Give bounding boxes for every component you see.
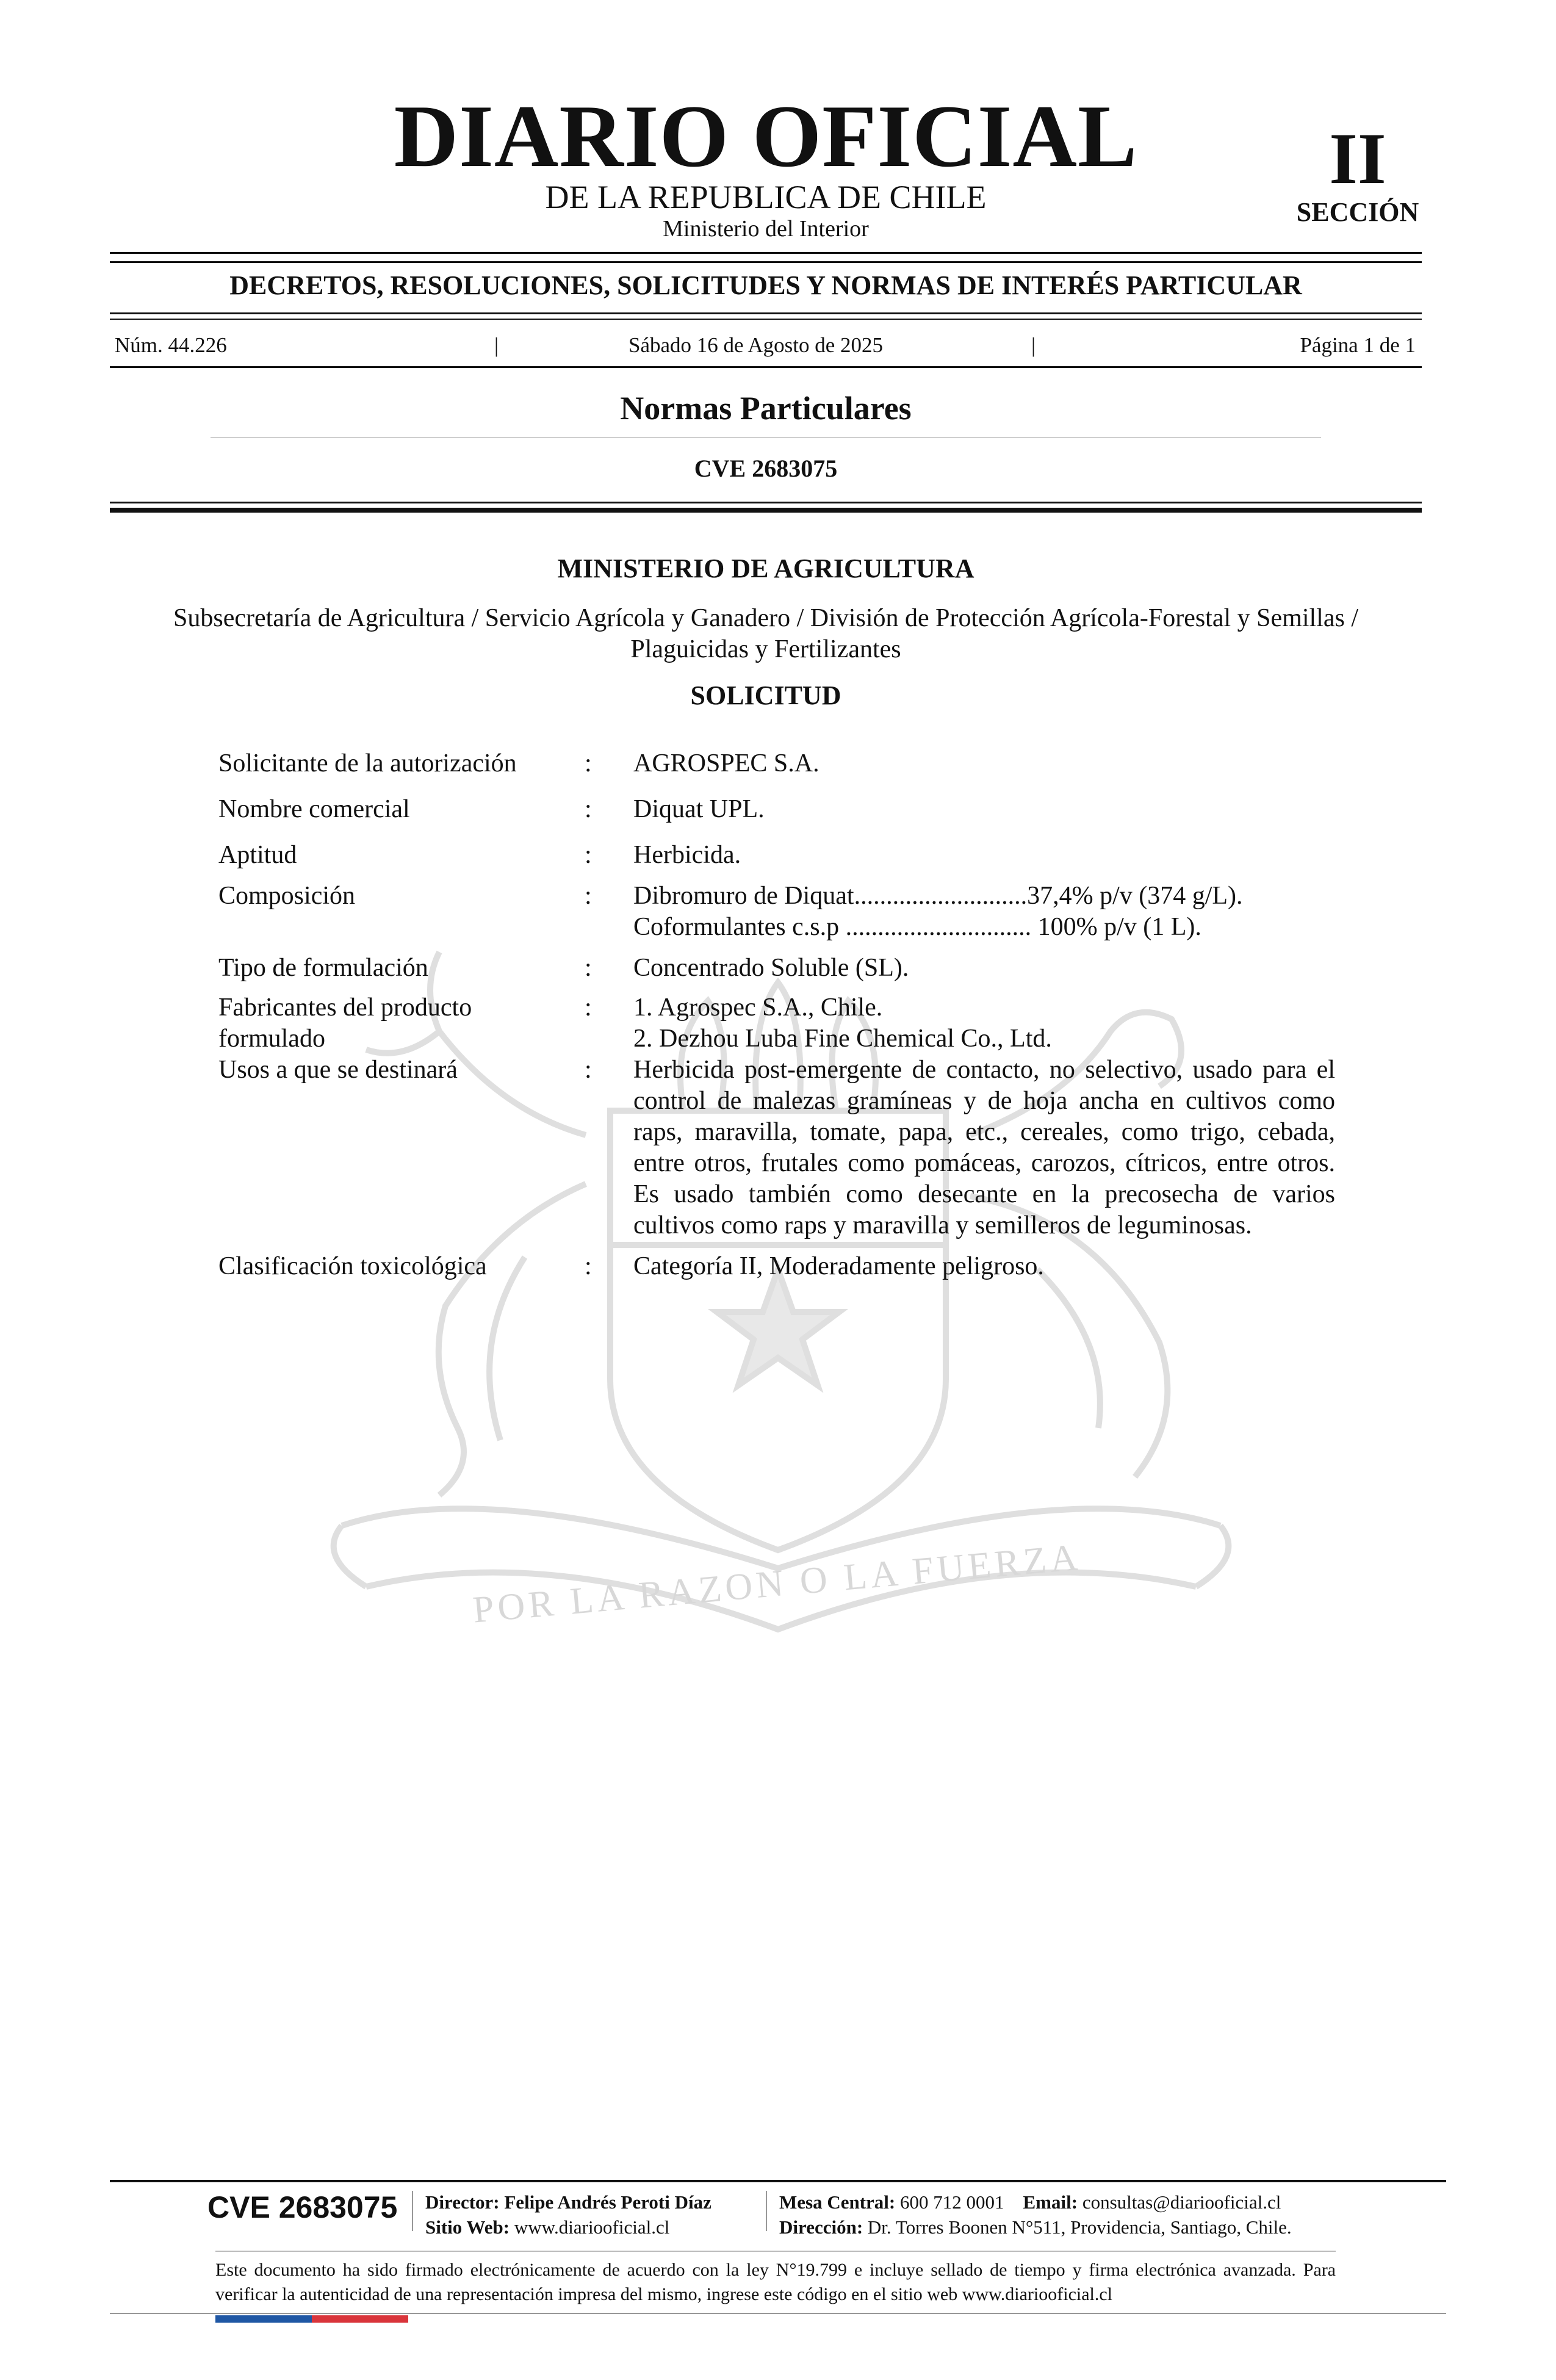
solicitud-fields bbox=[218, 748, 1335, 1282]
email-link[interactable]: consultas@diariooficial.cl bbox=[1082, 2191, 1281, 2213]
director-label: Director: bbox=[425, 2191, 500, 2213]
field-colon: : bbox=[585, 1056, 592, 1084]
mesa-phone: 600 712 0001 bbox=[900, 2191, 1004, 2213]
cve-rule bbox=[110, 502, 1422, 503]
manufacturer-item: 2. Dezhou Luba Fine Chemical Co., Ltd. bbox=[633, 1025, 1052, 1053]
footer-rule bbox=[110, 2180, 1446, 2182]
meta-rule bbox=[110, 366, 1422, 368]
field-label: Tipo de formulación bbox=[218, 954, 428, 982]
footer-cve: CVE 2683075 bbox=[207, 2190, 398, 2224]
field-label bbox=[218, 992, 585, 1055]
document-type: SOLICITUD bbox=[690, 680, 841, 710]
field-row-clasificacion bbox=[218, 1251, 1335, 1282]
section-title-underline bbox=[211, 437, 1321, 438]
field-label: Clasificación toxicológica bbox=[218, 1252, 487, 1280]
field-value: Herbicida post-emergente de contacto, no selectivo, usado para el control de malezas gramíneas y de hoja ancha en cultivos como raps, maravilla, tomate, papa, etc., cereales, como trigo, cebada, entre otros, frutales como pomáceas, carozos, cítricos, entre otros. Es usado también como desecante en la precosecha de varios cultivos como raps y maravilla y semilleros de leguminosas. bbox=[633, 1056, 1335, 1239]
manufacturer-item: 1. Agrospec S.A., Chile. bbox=[633, 993, 883, 1022]
masthead-ministry: Ministerio del Interior bbox=[663, 216, 869, 242]
banner-rule bbox=[110, 312, 1422, 314]
director-name: Felipe Andrés Peroti Díaz bbox=[504, 2191, 711, 2213]
header-rule bbox=[110, 252, 1422, 254]
field-value: AGROSPEC S.A. bbox=[633, 749, 819, 777]
composition-line: Coformulantes c.s.p ............................. 100% p/v (1 L). bbox=[633, 913, 1201, 941]
field-colon: : bbox=[585, 993, 592, 1022]
field-colon: : bbox=[585, 841, 592, 869]
section-title: Normas Particulares bbox=[620, 390, 912, 427]
cve-rule bbox=[110, 508, 1422, 513]
section-label: SECCIÓN bbox=[1296, 197, 1419, 227]
banner-title: DECRETOS, RESOLUCIONES, SOLICITUDES Y NORMAS DE INTERÉS PARTICULAR bbox=[229, 270, 1302, 300]
subsecretaria-line: Subsecretaría de Agricultura / Servicio Agrícola y Ganadero / División de Protección Agrícola-Forestal y Semillas / bbox=[173, 604, 1358, 632]
section-number: II bbox=[1329, 118, 1386, 199]
footer-divider bbox=[412, 2191, 413, 2231]
field-colon: : bbox=[585, 795, 592, 823]
field-value bbox=[633, 881, 1335, 943]
signature-notice: Este documento ha sido firmado electrónicamente de acuerdo con la ley N°19.799 e incluye sellado de tiempo y firma electrónica avanzada. Para verificar la autenticidad de una representación impresa del mismo, ingrese este código en el sitio web www.diariooficial.cl bbox=[215, 2260, 1336, 2304]
field-label: Nombre comercial bbox=[218, 795, 410, 823]
footer-director bbox=[425, 2190, 711, 2215]
meta-separator: | bbox=[1031, 333, 1036, 357]
masthead-title: DIARIO OFICIAL bbox=[394, 87, 1138, 186]
field-value: Concentrado Soluble (SL). bbox=[633, 954, 909, 982]
subsecretaria-text bbox=[110, 603, 1422, 665]
field-row-tipo bbox=[218, 953, 1335, 984]
field-row-composicion bbox=[218, 881, 1335, 943]
website-label: Sitio Web: bbox=[425, 2216, 510, 2238]
website-link[interactable]: www.diariooficial.cl bbox=[514, 2216, 670, 2238]
footer-contact-block bbox=[779, 2190, 1292, 2240]
footer-divider bbox=[766, 2191, 767, 2231]
field-row-fabricantes bbox=[218, 992, 1335, 1055]
issue-date: Sábado 16 de Agosto de 2025 bbox=[629, 333, 884, 357]
address-label: Dirección: bbox=[779, 2216, 863, 2238]
field-colon: : bbox=[585, 954, 592, 982]
header-rule bbox=[110, 261, 1422, 263]
banner-rule bbox=[110, 319, 1422, 320]
footer-mesa bbox=[779, 2190, 1292, 2215]
footer-bottom-rule bbox=[110, 2313, 1446, 2314]
composition-line: Dibromuro de Diquat...........................37,4% p/v (374 g/L). bbox=[633, 882, 1243, 910]
field-label: Solicitante de la autorización bbox=[218, 749, 517, 777]
masthead-subtitle: DE LA REPUBLICA DE CHILE bbox=[545, 179, 987, 215]
page-number: Página 1 de 1 bbox=[1300, 333, 1416, 357]
field-row-usos bbox=[218, 1055, 1335, 1241]
field-label-line: formulado bbox=[218, 1025, 325, 1053]
cve-code: CVE 2683075 bbox=[694, 455, 838, 482]
footer-inner-rule bbox=[215, 2251, 1336, 2252]
field-value: Herbicida. bbox=[633, 841, 741, 869]
meta-separator: | bbox=[494, 333, 499, 357]
field-row-nombre bbox=[218, 794, 1335, 825]
field-row-aptitud bbox=[218, 840, 1335, 871]
ministry-heading: MINISTERIO DE AGRICULTURA bbox=[557, 554, 974, 583]
issue-number: Núm. 44.226 bbox=[115, 333, 227, 357]
mesa-label: Mesa Central: bbox=[779, 2191, 896, 2213]
field-value: Diquat UPL. bbox=[633, 795, 765, 823]
footer-director-block bbox=[425, 2190, 711, 2240]
subsecretaria-line: Plaguicidas y Fertilizantes bbox=[630, 635, 901, 664]
field-value bbox=[633, 992, 1335, 1055]
field-label: Aptitud bbox=[218, 841, 297, 869]
field-label: Usos a que se destinará bbox=[218, 1056, 458, 1084]
email-label: Email: bbox=[1023, 2191, 1078, 2213]
field-value: Categoría II, Moderadamente peligroso. bbox=[633, 1252, 1044, 1280]
field-colon: : bbox=[585, 749, 592, 777]
flag-stripe-red bbox=[312, 2315, 408, 2323]
field-colon: : bbox=[585, 882, 592, 910]
field-label: Composición bbox=[218, 882, 356, 910]
motto-watermark: POR LA RAZON O LA FUERZA bbox=[471, 1536, 1083, 1631]
field-colon: : bbox=[585, 1252, 592, 1280]
field-row-solicitante bbox=[218, 748, 1335, 779]
address-value: Dr. Torres Boonen N°511, Providencia, Santiago, Chile. bbox=[867, 2216, 1292, 2238]
footer-website bbox=[425, 2215, 711, 2240]
footer-address bbox=[779, 2215, 1292, 2240]
field-label-line: Fabricantes del producto bbox=[218, 993, 472, 1022]
flag-stripe-blue bbox=[215, 2315, 312, 2323]
